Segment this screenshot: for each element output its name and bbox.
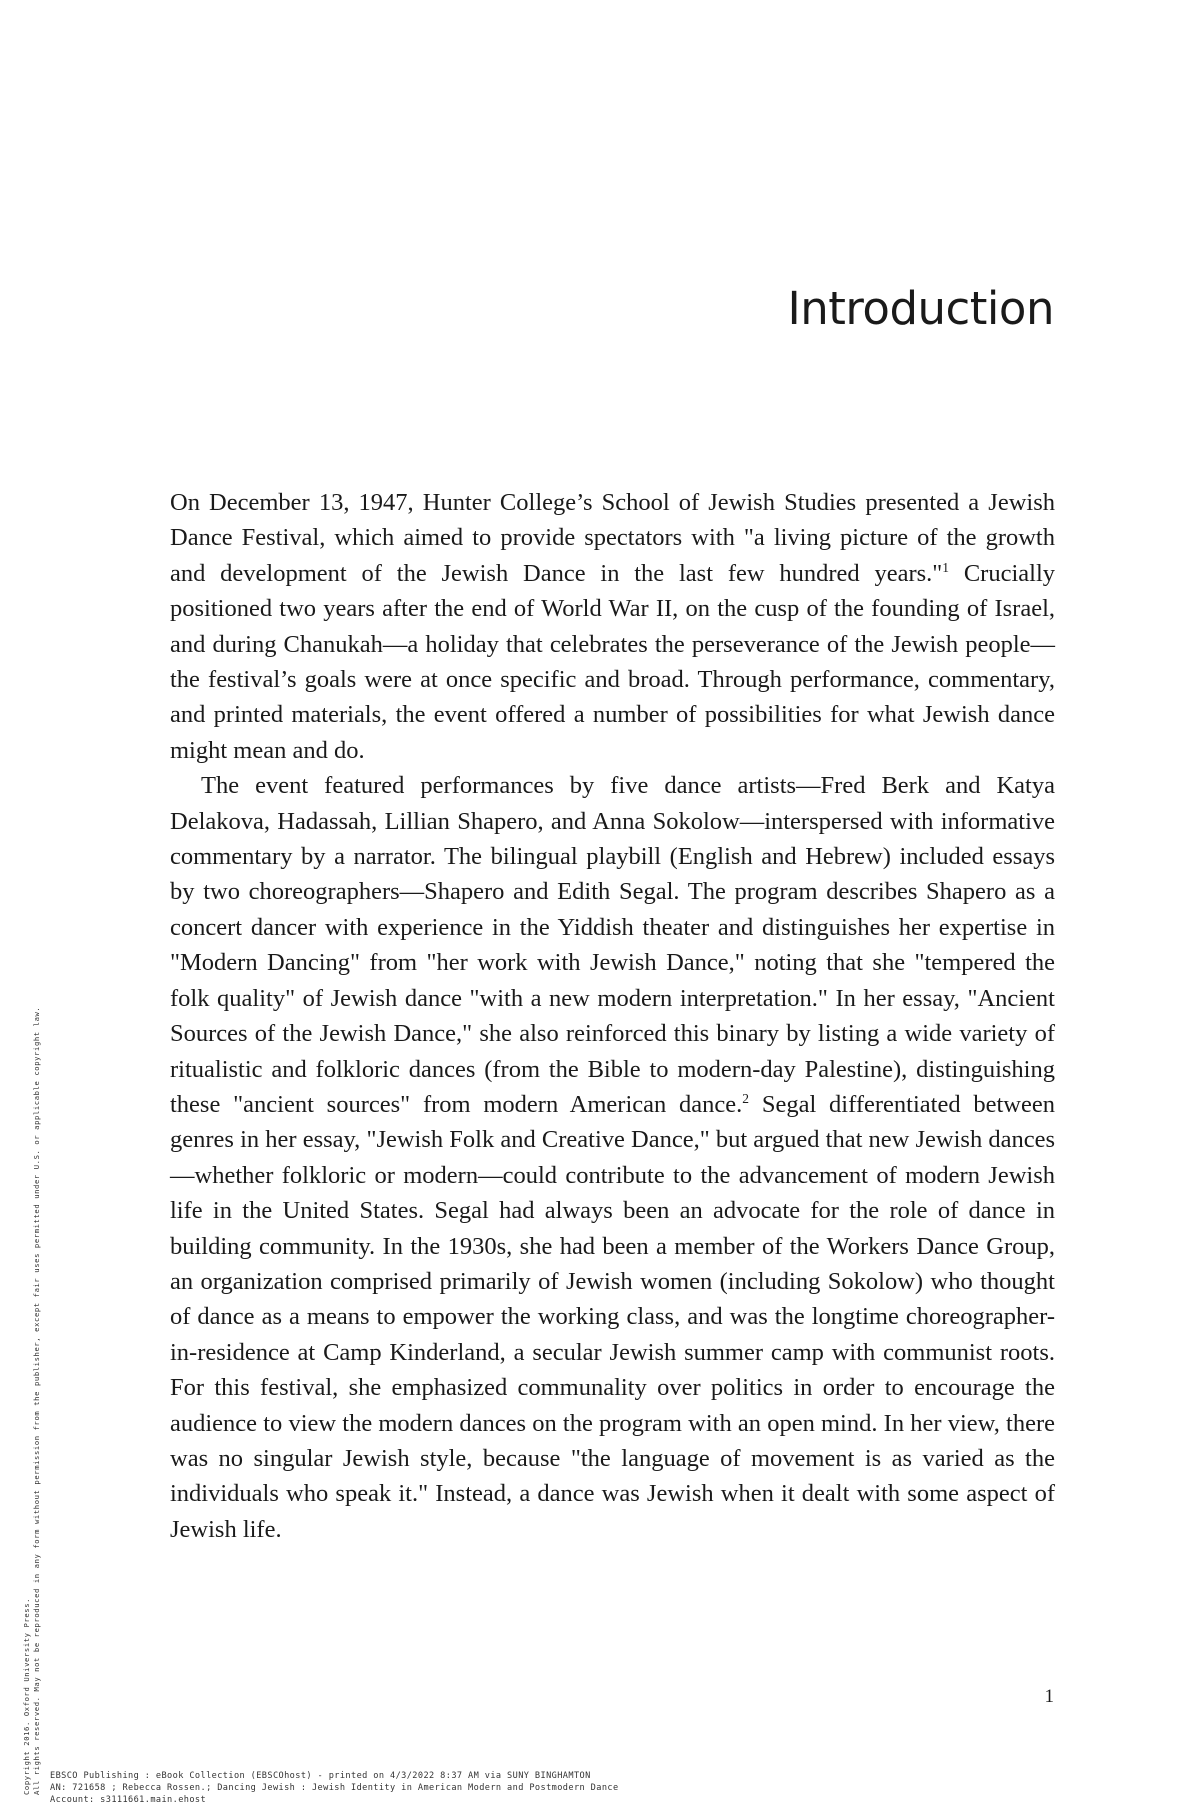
copyright-line: All rights reserved. May not be reproduced in any form without permission from the publisher, except fair uses permitted under U.S. or applicable copyright law. (32, 1006, 41, 1795)
copyright-notice (22, 575, 42, 1795)
paragraph-text: Crucially positioned two years after the end of World War II, on the cusp of the founding of Israel, and during Chanukah—a holiday that celebrates the perseverance of the Jewish people—the festival’s goals were at once specific and broad. Through performance, commentary, and printed materials, the event offered a number of possibilities for what Jewish dance might mean and do. (170, 559, 1055, 764)
footnote-marker[interactable]: 1 (942, 559, 950, 575)
paragraph-text: The event featured performances by five dance artists—Fred Berk and Katya Delakova, Hadassah, Lillian Shapero, and Anna Sokolow—interspersed with informative commentary by a narrator. The bilingual playbill (English and Hebrew) included essays by two choreographers—Shapero and Edith Segal. The program describes Shapero as a concert dancer with experience in the Yiddish theater and distinguishes her expertise in "Modern Dancing" from "her work with Jewish Dance," noting that she "tempered the folk quality" of Jewish dance "with a new modern interpretation." In her essay, "Ancient Sources of the Jewish Dance," she also reinforced this binary by listing a wide variety of ritualistic and folkloric dances (from the Bible to modern-day Palestine), distinguishing these "ancient sources" from modern American dance. (170, 772, 1055, 1118)
ebsco-footer (50, 1770, 619, 1806)
footer-line: Account: s3111661.main.ehost (50, 1795, 207, 1805)
copyright-line: Copyright 2016. Oxford University Press. (22, 1597, 31, 1795)
body-text (170, 485, 1055, 1547)
paragraph (170, 485, 1055, 768)
footer-line: EBSCO Publishing : eBook Collection (EBSCOhost) - printed on 4/3/2022 8:37 AM via SUNY BINGHAMTON (50, 1771, 591, 1781)
page-number: 1 (1044, 1686, 1054, 1707)
footnote-marker[interactable]: 2 (742, 1090, 750, 1106)
chapter-title: Introduction (787, 282, 1054, 335)
paragraph-text: On December 13, 1947, Hunter College’s School of Jewish Studies presented a Jewish Dance Festival, which aimed to provide spectators with "a living picture of the growth and development of the Jewish Dance in the last few hundred years." (170, 489, 1055, 587)
paragraph-text: Segal differentiated between genres in her essay, "Jewish Folk and Creative Dance," but argued that new Jewish dances—whether folkloric or modern—could contribute to the advancement of modern Jewish life in the United States. Segal had always been an advocate for the role of dance in building community. In the 1930s, she had been a member of the Workers Dance Group, an organization comprised primarily of Jewish women (including Sokolow) who thought of dance as a means to empower the working class, and was the longtime choreographer-in-residence at Camp Kinderland, a secular Jewish summer camp with communist roots. For this festival, she emphasized communality over politics in order to encourage the audience to view the modern dances on the program with an open mind. In her view, there was no singular Jewish style, because "the language of movement is as varied as the individuals who speak it." Instead, a dance was Jewish when it dealt with some aspect of Jewish life. (170, 1090, 1055, 1543)
footer-line: AN: 721658 ; Rebecca Rossen.; Dancing Jewish : Jewish Identity in American Modern and Postmodern Dance (50, 1783, 619, 1793)
paragraph (170, 768, 1055, 1547)
